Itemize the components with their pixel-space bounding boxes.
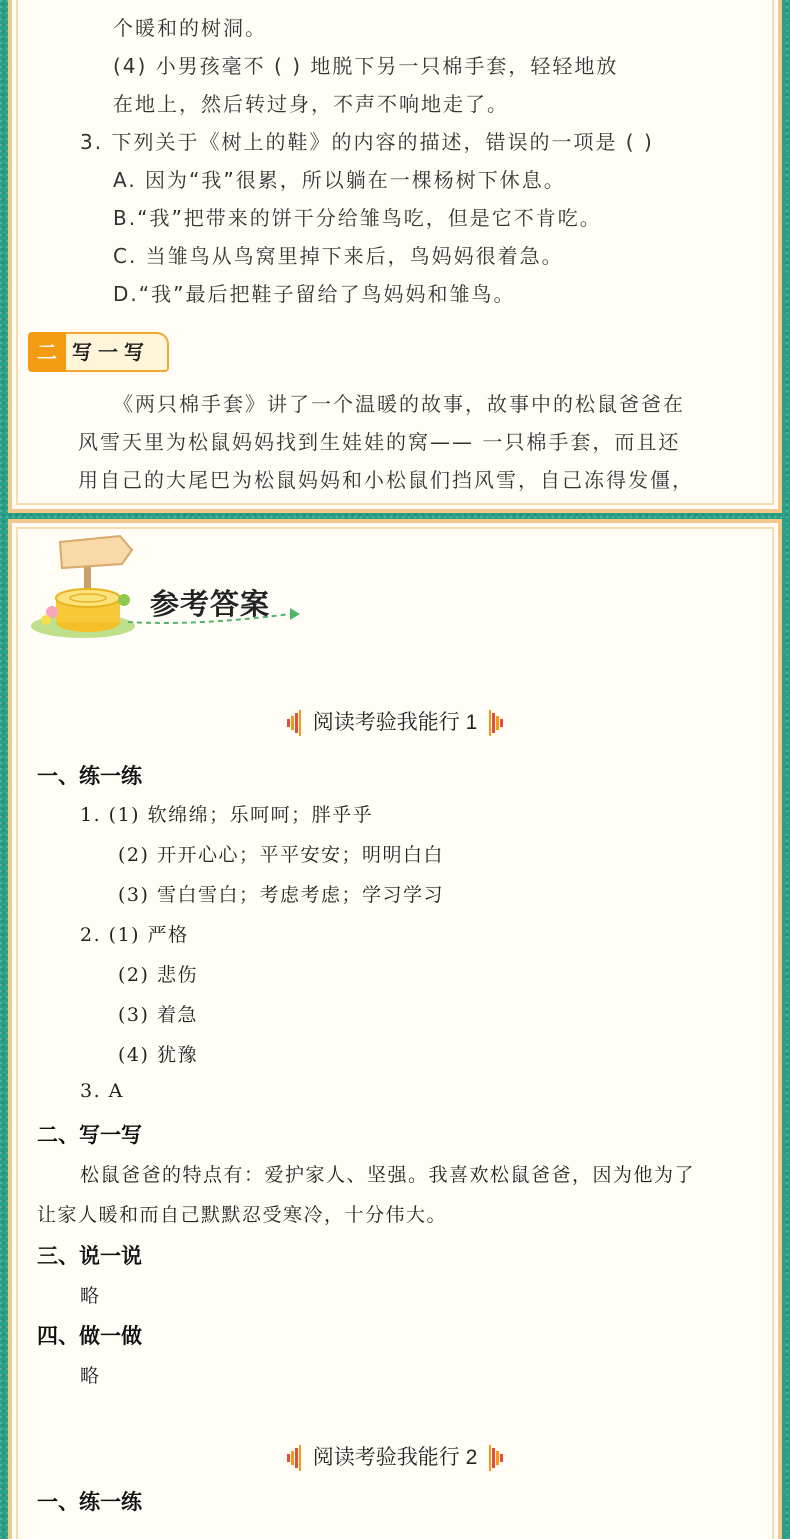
answers-inner-border [16, 527, 774, 1539]
option-d: D.“我”最后把鞋子留给了鸟妈妈和雏鸟。 [113, 282, 516, 306]
worksheet-line: 个暖和的树洞。 [113, 16, 267, 40]
answers-title: 参考答案 [150, 587, 271, 621]
section-title: 四、做一做 [37, 1323, 142, 1348]
section-title: 二、写一写 [37, 1122, 142, 1147]
section-tag [28, 332, 163, 372]
answer-item: (2) 悲伤 [118, 964, 198, 986]
answer-item: (3) 着急 [118, 1004, 198, 1026]
option-b: B.“我”把带来的饼干分给雏鸟吃，但是它不肯吃。 [113, 206, 602, 230]
part2-heading-text: 阅读考验我能行 2 [312, 1446, 478, 1469]
answer-item: 略 [80, 1285, 101, 1307]
answer-item: (2) 开开心心；平平安安；明明白白 [118, 844, 444, 866]
left-decor-icon [287, 1445, 301, 1471]
answer-item: 1. (1) 软绵绵；乐呵呵；胖乎乎 [80, 804, 374, 826]
option-a: A. 因为“我”很累，所以躺在一棵杨树下休息。 [113, 168, 566, 192]
answer-item: (3) 雪白雪白；考虑考虑；学习学习 [118, 884, 444, 906]
answer-paragraph-line: 松鼠爸爸的特点有：爱护家人、坚强。我喜欢松鼠爸爸，因为他为了 [80, 1164, 696, 1186]
option-c: C. 当雏鸟从鸟窝里掉下来后，鸟妈妈很着急。 [113, 244, 564, 268]
answer-item: 3. A [80, 1080, 124, 1102]
section-label: 写一写 [66, 332, 169, 372]
answer-item: (4) 犹豫 [118, 1044, 198, 1066]
section-title: 三、说一说 [37, 1243, 142, 1268]
paragraph-line: 《两只棉手套》讲了一个温暖的故事，故事中的松鼠爸爸在 [113, 392, 685, 416]
left-decor-icon [287, 710, 301, 736]
right-decor-icon [489, 1445, 503, 1471]
section-number: 二 [28, 332, 66, 372]
part2-heading [0, 1441, 790, 1471]
worksheet-line: (4) 小男孩毫不 ( ) 地脱下另一只棉手套，轻轻地放 [113, 54, 619, 78]
paragraph-line: 用自己的大尾巴为松鼠妈妈和小松鼠们挡风雪，自己冻得发僵， [78, 468, 694, 492]
worksheet-line: 在地上，然后转过身，不声不响地走了。 [113, 92, 509, 116]
part1-heading [0, 706, 790, 736]
worksheet-question: 3. 下列关于《树上的鞋》的内容的描述，错误的一项是 ( ) [80, 130, 654, 154]
answers-panel [8, 519, 782, 1539]
answer-paragraph-line: 让家人暖和而自己默默忍受寒冷，十分伟大。 [37, 1204, 448, 1226]
paragraph-line: 风雪天里为松鼠妈妈找到生娃娃的窝—— 一只棉手套，而且还 [78, 430, 681, 454]
right-decor-icon [489, 710, 503, 736]
section-title: 一、练一练 [37, 1489, 142, 1514]
section-title: 一、练一练 [37, 763, 142, 788]
part1-heading-text: 阅读考验我能行 1 [312, 711, 478, 734]
answer-item: 2. (1) 严格 [80, 924, 189, 946]
answer-item: 略 [80, 1365, 101, 1387]
